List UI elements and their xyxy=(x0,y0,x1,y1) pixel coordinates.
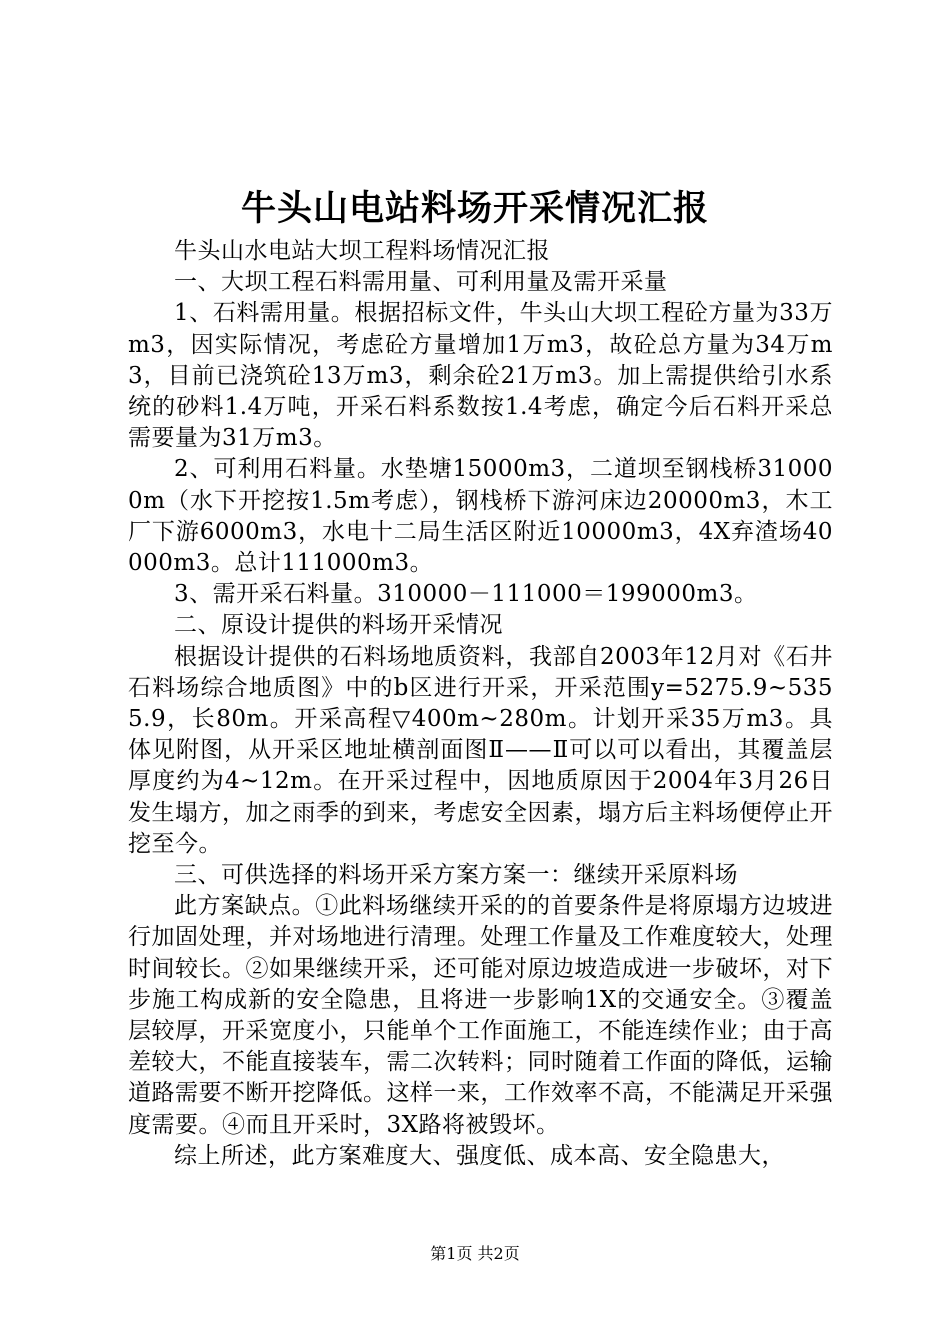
section-heading-3: 三、可供选择的料场开采方案方案一：继续开采原料场 xyxy=(174,862,738,889)
paragraph-original-design: 根据设计提供的石料场地质资料，我部自2003年12月对《石井石料场综合地质图》中的b区进行开采，开采范围y=5275.9~5355.9，长80m。开采高程▽400m~280m。计划开采35万m3。具体见附图，从开采区地址横剖面图Ⅱ——Ⅱ可以可以看出，其覆盖层厚度约为4~12m。在开采过程中，因地质原因于2004年3月26日发生塌方，加之雨季的到来，考虑安全因素，塌方后主料场便停止开挖至今。 xyxy=(128,643,833,857)
document-body xyxy=(128,236,833,1172)
section-heading-1: 一、大坝工程石料需用量、可利用量及需开采量 xyxy=(174,269,668,296)
paragraph-usable-stone: 2、可利用石料量。水垫塘15000m3，二道坝至钢栈桥310000m（水下开挖按1.5m考虑），钢栈桥下游河床边20000m3，木工厂下游6000m3，水电十二局生活区附近10000m3，4X弃渣场40000m3。总计111000m3。 xyxy=(128,456,834,577)
paragraph-required-quarry: 3、需开采石料量。310000－111000＝199000m3。 xyxy=(174,581,758,608)
section-heading-2: 二、原设计提供的料场开采情况 xyxy=(174,612,503,639)
paragraph-summary: 综上所述，此方案难度大、强度低、成本高、安全隐患大， xyxy=(174,1142,785,1169)
page-footer: 第1页 共2页 xyxy=(430,1244,520,1263)
document-title: 牛头山电站料场开采情况汇报 xyxy=(240,188,709,229)
paragraph-plan-drawbacks: 此方案缺点。①此料场继续开采的的首要条件是将原塌方边坡进行加固处理，并对场地进行清理。处理工作量及工作难度较大，处理时间较长。②如果继续开采，还可能对原边坡造成进一步破坏，对下步施工构成新的安全隐患，且将进一步影响1X的交通安全。③覆盖层较厚，开采宽度小，只能单个工作面施工，不能连续作业；由于高差较大，不能直接装车，需二次转料；同时随着工作面的降低，运输道路需要不断开挖降低。这样一来，工作效率不高，不能满足开采强度需要。④而且开采时，3X路将被毁坏。 xyxy=(128,893,833,1138)
paragraph-stone-demand: 1、石料需用量。根据招标文件，牛头山大坝工程砼方量为33万m3，因实际情况，考虑砼方量增加1万m3，故砼总方量为34万m3，目前已浇筑砼13万m3，剩余砼21万m3。加上需提供给引水系统的砂料1.4万吨，开采石料系数按1.4考虑，确定今后石料开采总需要量为31万m3。 xyxy=(128,300,833,452)
paragraph-subtitle: 牛头山水电站大坝工程料场情况汇报 xyxy=(174,238,550,264)
